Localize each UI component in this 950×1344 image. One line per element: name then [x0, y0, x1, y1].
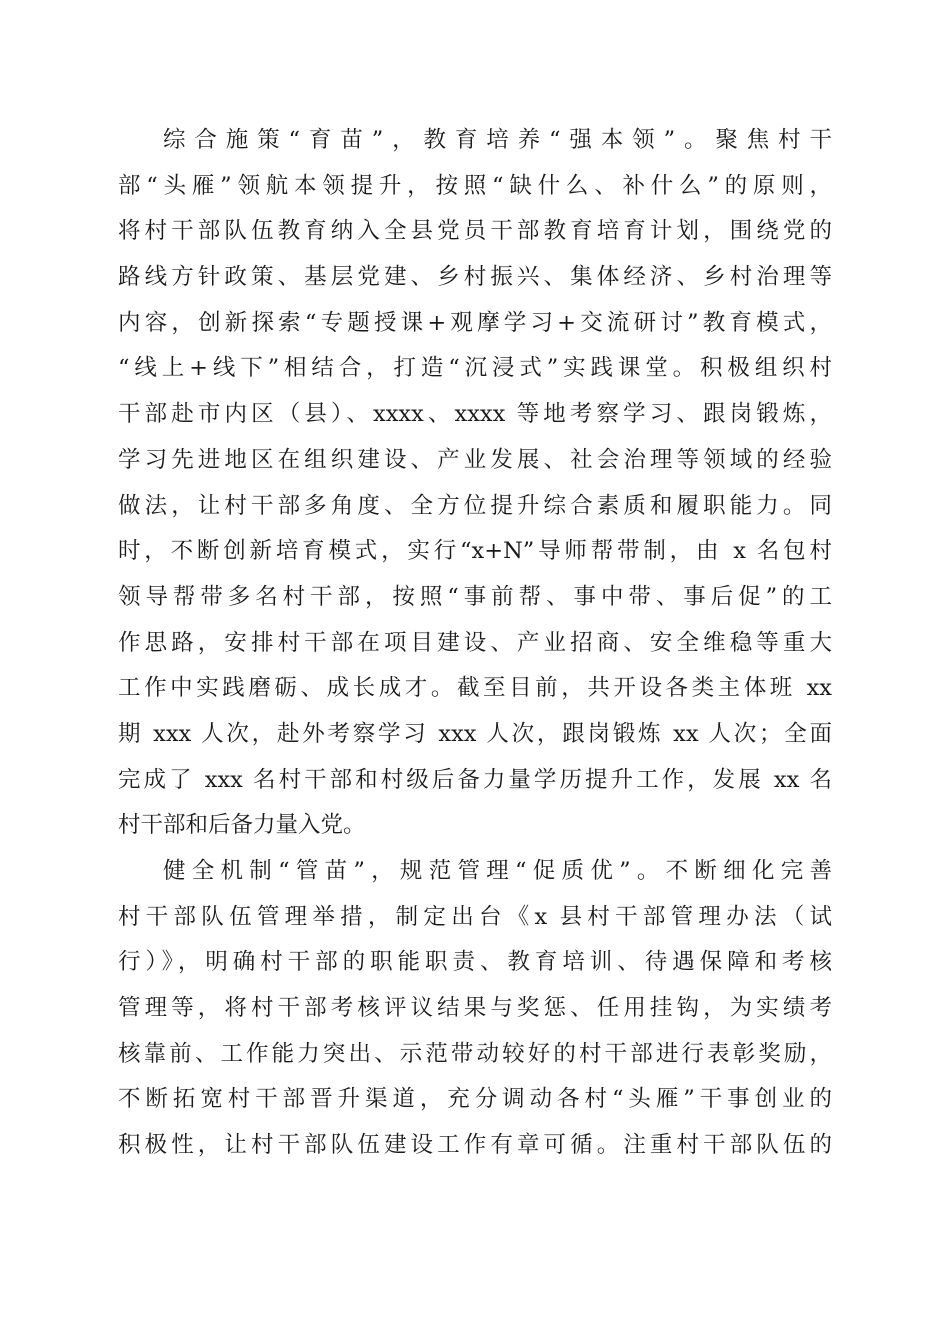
paragraph-2-line-1: 健全机制“管苗”，规范管理“促质优”。不断细化完善 — [163, 858, 832, 884]
paragraph-1-line-3: 将村干部队伍教育纳入全县党员干部教育培育计划，围绕党的 — [118, 218, 832, 245]
paragraph-2-line-2: 村干部队伍管理举措，制定出台《x 县村干部管理办法（试 — [118, 903, 832, 930]
paragraph-1-line-12: 作思路，安排村干部在项目建设、产业招商、安全维稳等重大 — [118, 629, 832, 656]
paragraph-1-line-6: “线上+线下”相结合，打造“沉浸式”实践课堂。积极组织村 — [118, 355, 832, 382]
paragraph-2-line-7: 积极性，让村干部队伍建设工作有章可循。注重村干部队伍的 — [118, 1132, 832, 1159]
paragraph-1-line-7: 干部赴市内区（县）、xxxx、xxxx 等地考察学习、跟岗锻炼， — [118, 401, 832, 428]
document-body — [118, 118, 832, 1169]
paragraph-1-line-9: 做法，让村干部多角度、全方位提升综合素质和履职能力。同 — [118, 492, 832, 519]
paragraph-1-line-16: 村干部和后备力量入党。 — [118, 812, 366, 839]
paragraph-2-line-6: 不断拓宽村干部晋升渠道，充分调动各村“头雁”干事创业的 — [118, 1086, 832, 1113]
paragraph-1-line-13: 工作中实践磨砺、成长成才。截至目前，共开设各类主体班 xx — [118, 675, 832, 702]
paragraph-2-line-4: 管理等，将村干部考核评议结果与奖惩、任用挂钩，为实绩考 — [118, 995, 832, 1022]
paragraph-1-line-4: 路线方针政策、基层党建、乡村振兴、集体经济、乡村治理等 — [118, 264, 832, 291]
paragraph-2-line-3: 行）》，明确村干部的职能职责、教育培训、待遇保障和考核 — [118, 949, 832, 976]
paragraph-1-line-1: 综合施策“育苗”，教育培养“强本领”。聚焦村干 — [163, 127, 832, 153]
paragraph-1-line-2: 部“头雁”领航本领提升，按照“缺什么、补什么”的原则， — [118, 172, 832, 199]
paragraph-1-line-15: 完成了 xxx 名村干部和村级后备力量学历提升工作，发展 xx 名 — [118, 766, 832, 793]
paragraph-1-line-14: 期 xxx 人次，赴外考察学习 xxx 人次，跟岗锻炼 xx 人次；全面 — [118, 720, 832, 747]
paragraph-1-line-8: 学习先进地区在组织建设、产业发展、社会治理等领域的经验 — [118, 446, 832, 473]
paragraph-2-line-5: 核靠前、工作能力突出、示范带动较好的村干部进行表彰奖励， — [118, 1040, 832, 1067]
paragraph-1-line-10: 时，不断创新培育模式，实行“x+N”导师帮带制，由 x 名包村 — [118, 538, 832, 565]
paragraph-1-line-5: 内容，创新探索“专题授课+观摩学习+交流研讨”教育模式， — [118, 309, 832, 336]
paragraph-1-line-11: 领导帮带多名村干部，按照“事前帮、事中带、事后促”的工 — [118, 583, 832, 610]
